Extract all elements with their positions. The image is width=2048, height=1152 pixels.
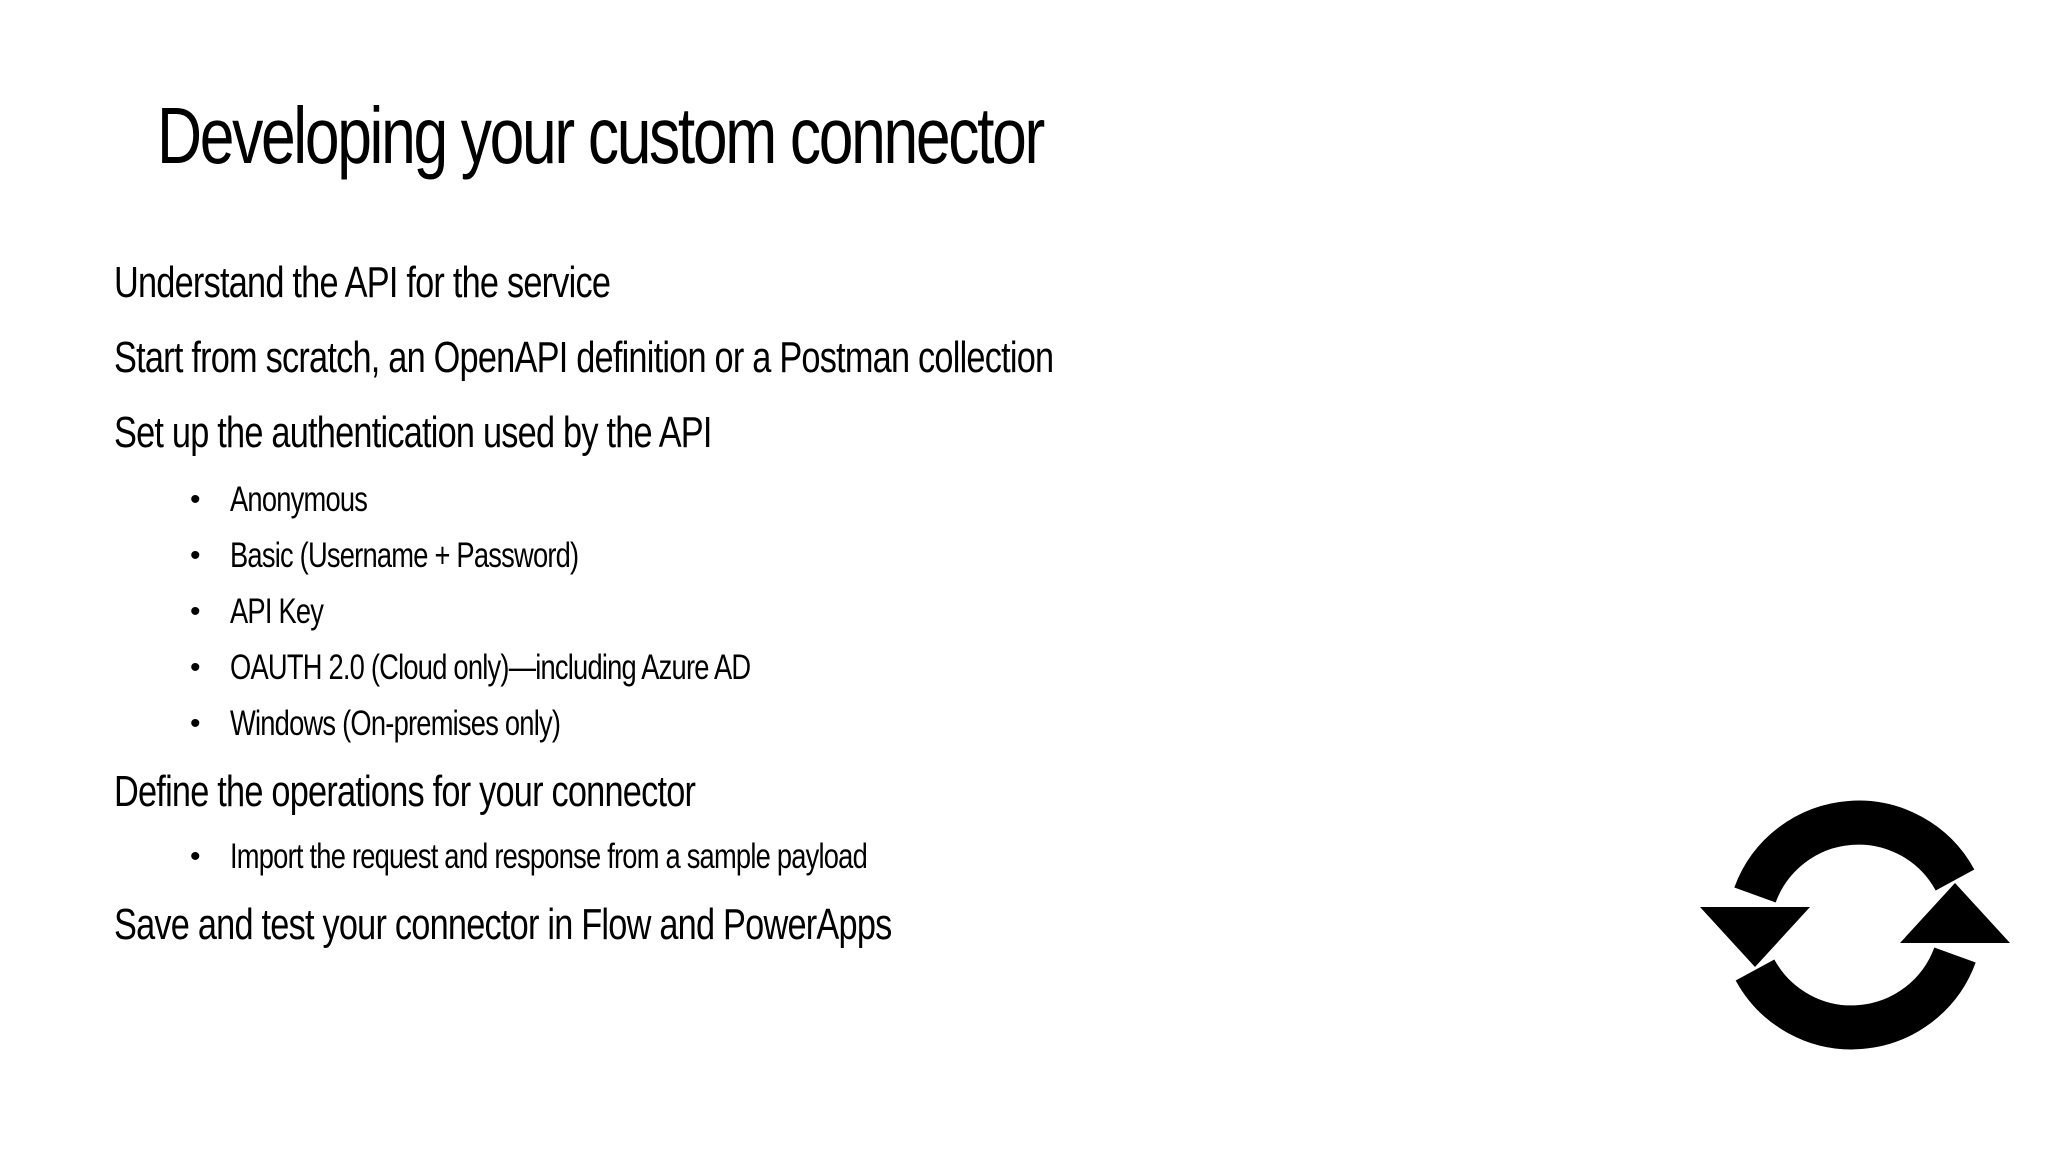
auth-option-anonymous: Anonymous bbox=[230, 480, 368, 519]
bullet-icon: • bbox=[190, 539, 201, 572]
point-understand-api: Understand the API for the service bbox=[114, 258, 611, 307]
point-start-from-scratch: Start from scratch, an OpenAPI definition or a Postman collection bbox=[114, 333, 1054, 382]
bullet-icon: • bbox=[190, 651, 201, 684]
list-item bbox=[114, 528, 1614, 584]
list-item bbox=[114, 640, 1614, 696]
point-save-and-test: Save and test your connector in Flow and PowerApps bbox=[114, 900, 892, 949]
point-authentication: Set up the authentication used by the API bbox=[114, 408, 712, 457]
bullet-icon: • bbox=[190, 595, 201, 628]
refresh-right-arrowhead bbox=[1900, 883, 2010, 943]
bullet-icon: • bbox=[190, 840, 201, 873]
slide-content bbox=[114, 245, 1614, 962]
slide-title: Developing your custom connector bbox=[157, 91, 1043, 180]
operations-list bbox=[114, 829, 1614, 885]
auth-options-list bbox=[114, 472, 1614, 752]
auth-option-oauth: OAUTH 2.0 (Cloud only)—including Azure AD bbox=[230, 648, 751, 687]
refresh-bottom-arc bbox=[1755, 955, 1955, 1027]
list-item bbox=[114, 472, 1614, 528]
auth-option-basic: Basic (Username + Password) bbox=[230, 536, 579, 575]
refresh-icon bbox=[1700, 800, 2010, 1050]
list-item bbox=[114, 584, 1614, 640]
auth-option-api-key: API Key bbox=[230, 592, 324, 631]
list-item bbox=[114, 696, 1614, 752]
auth-option-windows: Windows (On-premises only) bbox=[230, 704, 561, 743]
refresh-left-arrowhead bbox=[1700, 907, 1810, 967]
bullet-icon: • bbox=[190, 707, 201, 740]
point-define-operations: Define the operations for your connector bbox=[114, 767, 696, 816]
operation-import-payload: Import the request and response from a sample payload bbox=[230, 837, 867, 876]
refresh-top-arc bbox=[1755, 823, 1955, 895]
list-item bbox=[114, 829, 1614, 885]
bullet-icon: • bbox=[190, 483, 201, 516]
